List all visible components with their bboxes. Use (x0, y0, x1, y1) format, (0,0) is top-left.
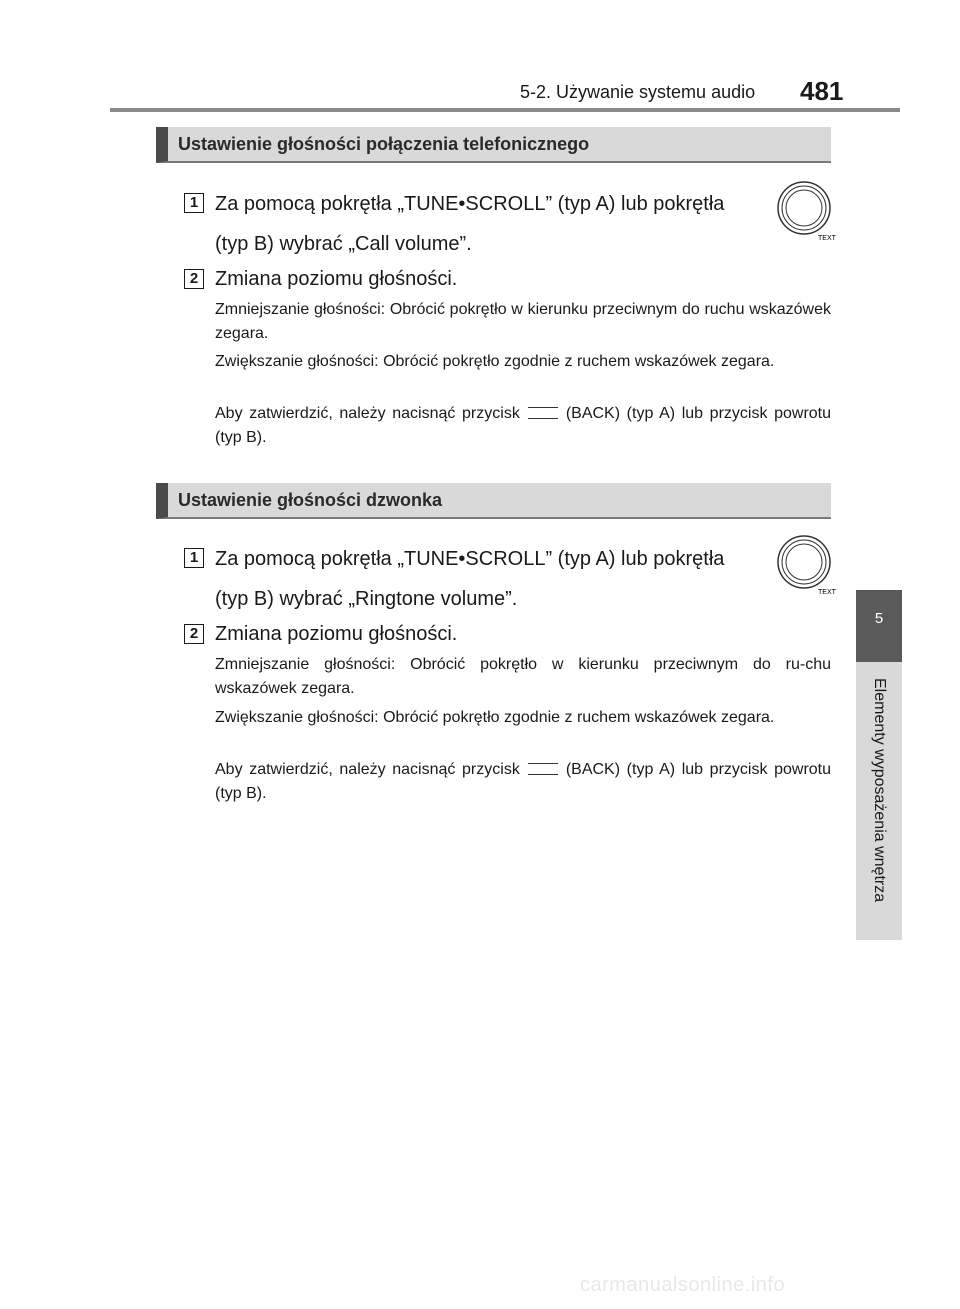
confirm-text-before: Aby zatwierdzić, należy nacisnąć przycisk (215, 761, 520, 778)
increase-volume-text: Zwiększanie głośności: Obrócić pokrętło zgodnie z ruchem wskazówek zegara. (215, 353, 775, 370)
watermark: carmanualsonline.info (580, 1274, 786, 1296)
step-number-2: 2 (184, 624, 204, 644)
chapter-number: 5 (874, 610, 884, 627)
section-title: Ustawienie głośności dzwonka (178, 490, 443, 510)
step-number-1: 1 (184, 193, 204, 213)
page-number: 481 (800, 76, 844, 106)
back-button-icon (528, 763, 558, 775)
section-title: Ustawienie głośności połączenia telefonicznego (178, 134, 590, 154)
confirm-text-after: (BACK) (typ A) lub przycisk powrotu (typ B). (215, 405, 832, 446)
decrease-volume-text: Zmniejszanie głośności: Obrócić pokrętło w kierunku przeciwnym do ruchu wskazówek zegara. (215, 301, 831, 342)
decrease-volume-text: Zmniejszanie głośności: Obrócić pokrętło w kierunku przeciwnym do ru-chu wskazówek zegara. (215, 656, 831, 697)
running-header-section: 5-2. Używanie systemu audio (520, 82, 756, 102)
step-1-line-1: Za pomocą pokrętła „TUNE•SCROLL” (typ A) lub pokrętła (215, 193, 725, 215)
confirm-text (215, 758, 831, 806)
confirm-text (215, 402, 831, 450)
chapter-title: Elementy wyposażenia wnętrza (871, 678, 888, 903)
knob-label: TEXT (818, 589, 836, 596)
back-button-icon (528, 407, 558, 419)
confirm-text-after: (BACK) (typ A) lub przycisk powrotu (typ B). (215, 761, 832, 802)
confirm-text-before: Aby zatwierdzić, należy nacisnąć przycisk (215, 405, 520, 422)
step-number-1: 1 (184, 548, 204, 568)
step-2-text: Zmiana poziomu głośności. (215, 623, 458, 645)
step-1-line-1: Za pomocą pokrętła „TUNE•SCROLL” (typ A) lub pokrętła (215, 548, 725, 570)
step-number-2: 2 (184, 269, 204, 289)
step-1-line-2: (typ B) wybrać „Ringtone volume”. (215, 588, 518, 610)
increase-volume-text: Zwiększanie głośności: Obrócić pokrętło zgodnie z ruchem wskazówek zegara. (215, 709, 775, 726)
tune-knob-icon (772, 178, 838, 244)
section-heading-call-volume (156, 127, 831, 163)
header-rule (110, 108, 900, 112)
tune-knob-icon (772, 532, 838, 598)
knob-label: TEXT (818, 235, 836, 242)
section-heading-ringtone-volume (156, 483, 831, 519)
step-2-text: Zmiana poziomu głośności. (215, 268, 458, 290)
step-1-line-2: (typ B) wybrać „Call volume”. (215, 233, 472, 255)
